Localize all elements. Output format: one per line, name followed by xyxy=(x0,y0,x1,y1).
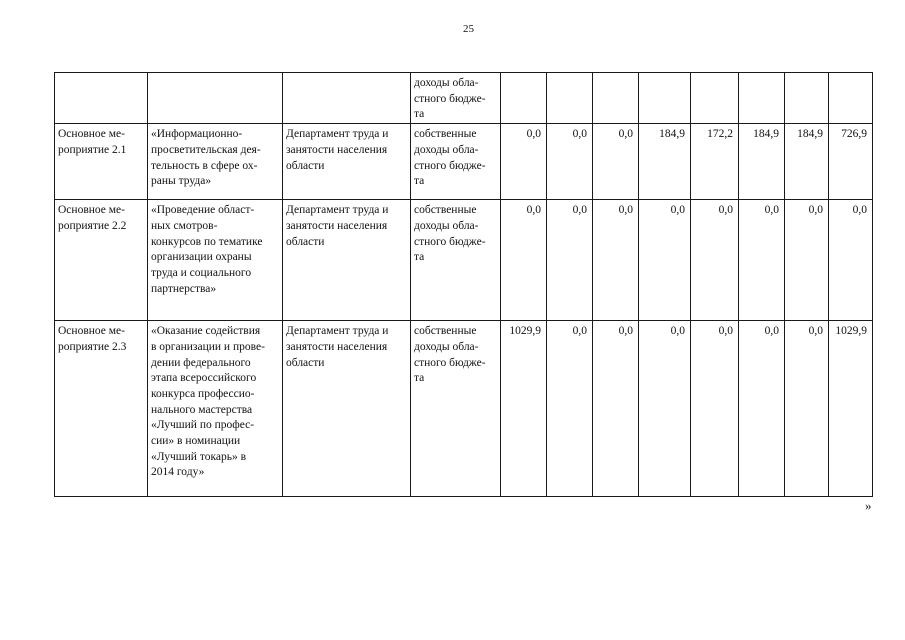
value-cell: 184,9 xyxy=(739,124,785,200)
cell-line: стного бюдже- xyxy=(414,92,486,105)
value-cell xyxy=(639,73,691,124)
cell-line: Департамент труда и xyxy=(286,325,389,338)
value-cell: 184,9 xyxy=(785,124,829,200)
value-cell xyxy=(785,73,829,124)
value-cell: 0,0 xyxy=(691,200,739,321)
value-cell: 0,0 xyxy=(547,321,593,497)
cell-line: та xyxy=(414,372,425,385)
value-cell: 0,0 xyxy=(501,124,547,200)
value-cell: 0,0 xyxy=(691,321,739,497)
value-cell xyxy=(691,73,739,124)
value-cell: 1029,9 xyxy=(829,321,873,497)
cell-line: собственные xyxy=(414,128,477,141)
cell-line: занятости населения xyxy=(286,340,388,353)
cell-line: та xyxy=(414,251,425,264)
cell-line: «Лучший токарь» в xyxy=(151,450,247,463)
measure-cell xyxy=(55,200,148,321)
title-cell xyxy=(148,321,283,497)
value-cell xyxy=(739,73,785,124)
cell-line: сии» в номинации xyxy=(151,435,241,448)
value-cell: 184,9 xyxy=(639,124,691,200)
title-cell xyxy=(148,200,283,321)
cell-line: партнерства» xyxy=(151,282,217,295)
cell-line: занятости населения xyxy=(286,219,388,232)
cell-line: та xyxy=(414,175,425,188)
cell-line: Основное ме- xyxy=(58,325,125,338)
executor-cell xyxy=(283,321,411,497)
funding-source-cell xyxy=(411,321,501,497)
cell-line: роприятие 2.1 xyxy=(58,143,127,156)
value-cell: 0,0 xyxy=(593,200,639,321)
cell-line: дении федерального xyxy=(151,356,251,369)
executor-cell xyxy=(283,200,411,321)
cell-line: просветительская дея- xyxy=(151,143,261,156)
cell-line: стного бюдже- xyxy=(414,159,486,172)
cell-line: собственные xyxy=(414,325,477,338)
value-cell: 0,0 xyxy=(829,200,873,321)
cell-line: доходы обла- xyxy=(414,340,479,353)
cell-line: доходы обла- xyxy=(414,219,479,232)
cell-line: этапа всероссийского xyxy=(151,372,257,385)
closing-quote: » xyxy=(865,498,872,513)
cell-line: Основное ме- xyxy=(58,128,125,141)
cell-line: собственные xyxy=(414,204,477,217)
cell-line: «Оказание содействия xyxy=(151,325,261,338)
measure-cell xyxy=(55,73,148,124)
value-cell: 0,0 xyxy=(547,124,593,200)
measure-cell xyxy=(55,321,148,497)
value-cell: 1029,9 xyxy=(501,321,547,497)
table-row xyxy=(55,200,873,321)
table-row xyxy=(55,124,873,200)
cell-line: области xyxy=(286,235,325,248)
cell-line: Департамент труда и xyxy=(286,128,389,141)
value-cell xyxy=(501,73,547,124)
value-cell: 172,2 xyxy=(691,124,739,200)
program-measures-table xyxy=(54,72,873,497)
cell-line: нального мастерства xyxy=(151,403,253,416)
table-row xyxy=(55,321,873,497)
value-cell xyxy=(547,73,593,124)
cell-line: Департамент труда и xyxy=(286,204,389,217)
value-cell: 0,0 xyxy=(785,321,829,497)
value-cell: 0,0 xyxy=(739,321,785,497)
cell-line: области xyxy=(286,159,325,172)
cell-line: стного бюдже- xyxy=(414,235,486,248)
value-cell: 0,0 xyxy=(639,200,691,321)
value-cell xyxy=(829,73,873,124)
executor-cell xyxy=(283,73,411,124)
cell-line: в организации и прове- xyxy=(151,340,265,353)
cell-line: роприятие 2.3 xyxy=(58,340,127,353)
value-cell: 0,0 xyxy=(639,321,691,497)
cell-line: роприятие 2.2 xyxy=(58,219,127,232)
value-cell: 0,0 xyxy=(593,321,639,497)
cell-line: конкурсов по тематике xyxy=(151,235,263,248)
value-cell: 0,0 xyxy=(501,200,547,321)
cell-line: ных смотров- xyxy=(151,219,218,232)
cell-line: конкурса профессио- xyxy=(151,387,255,400)
value-cell: 0,0 xyxy=(739,200,785,321)
executor-cell xyxy=(283,124,411,200)
value-cell: 0,0 xyxy=(547,200,593,321)
value-cell: 0,0 xyxy=(785,200,829,321)
value-cell xyxy=(593,73,639,124)
table-row xyxy=(55,73,873,124)
title-cell xyxy=(148,73,283,124)
cell-line: области xyxy=(286,356,325,369)
cell-line: труда и социального xyxy=(151,266,252,279)
value-cell: 0,0 xyxy=(593,124,639,200)
cell-line: раны труда» xyxy=(151,175,212,188)
funding-source-cell xyxy=(411,200,501,321)
measure-cell xyxy=(55,124,148,200)
cell-line: Основное ме- xyxy=(58,204,125,217)
cell-line: стного бюдже- xyxy=(414,356,486,369)
value-cell: 726,9 xyxy=(829,124,873,200)
cell-line: доходы обла- xyxy=(414,143,479,156)
cell-line: 2014 году» xyxy=(151,466,205,479)
cell-line: доходы обла- xyxy=(414,77,479,89)
page-number: 25 xyxy=(463,23,474,35)
cell-line: «Проведение област- xyxy=(151,204,255,217)
cell-line: тельность в сфере ох- xyxy=(151,159,258,172)
cell-line: та xyxy=(414,108,425,121)
cell-line: занятости населения xyxy=(286,143,388,156)
funding-source-cell xyxy=(411,124,501,200)
cell-line: «Информационно- xyxy=(151,128,243,141)
title-cell xyxy=(148,124,283,200)
funding-source-cell xyxy=(411,73,501,124)
cell-line: организации охраны xyxy=(151,251,252,264)
cell-line: «Лучший по профес- xyxy=(151,419,255,432)
